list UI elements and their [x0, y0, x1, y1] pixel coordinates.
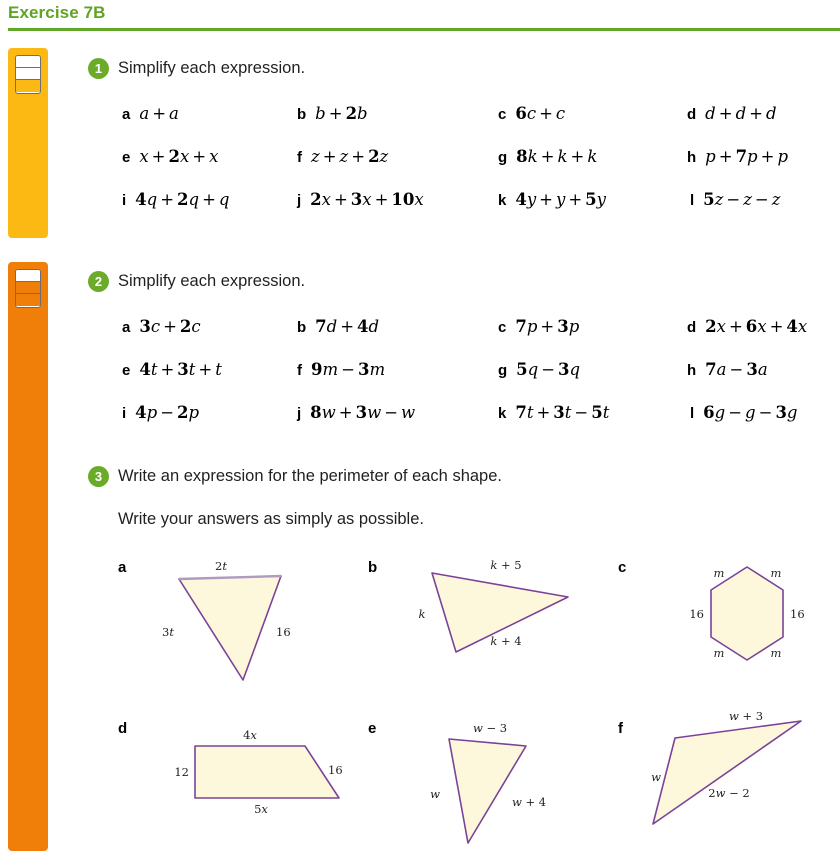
n: 3	[350, 190, 363, 209]
expr-2k	[498, 403, 609, 423]
n: 4	[135, 190, 147, 209]
v: z	[743, 190, 752, 209]
shape-3c-label-left: 16	[689, 607, 704, 621]
expr-2i	[122, 403, 199, 423]
op: +	[338, 403, 353, 422]
expr-math	[139, 317, 200, 336]
v: a	[716, 360, 727, 379]
n: 3	[557, 317, 569, 336]
shape-3a-label-left: 3t	[162, 625, 174, 639]
v: t	[215, 360, 222, 379]
op: +	[760, 147, 775, 166]
op: −	[341, 360, 355, 379]
expr-2d	[687, 317, 807, 337]
op: +	[718, 147, 733, 166]
v: b	[315, 104, 326, 123]
v: q	[218, 190, 230, 209]
n: 4	[515, 190, 527, 209]
n: 7	[315, 317, 327, 336]
n: 3	[177, 360, 189, 379]
op: +	[151, 147, 166, 166]
v: c	[150, 317, 161, 336]
expr-2b	[297, 317, 379, 337]
expr-math	[705, 317, 807, 336]
expr-math	[310, 403, 415, 422]
expr-letter: i	[122, 405, 127, 422]
shape-3e-label-top: w − 3	[472, 721, 508, 735]
difficulty-stack-icon	[15, 269, 41, 308]
v: p	[747, 147, 758, 166]
expr-letter: b	[297, 106, 307, 123]
v: a	[169, 104, 179, 123]
v: x	[139, 147, 149, 166]
op: +	[163, 317, 177, 336]
v: y	[596, 190, 606, 209]
exercise-header	[0, 0, 840, 30]
expr-math	[311, 360, 385, 379]
v: g	[786, 403, 798, 422]
shape-letter-c: c	[618, 559, 627, 576]
shape-3c-figure	[646, 552, 836, 672]
expr-letter: l	[690, 405, 695, 422]
n: 4	[139, 360, 151, 379]
shape-letter-f: f	[618, 720, 623, 737]
v: x	[797, 317, 808, 336]
op: +	[192, 147, 207, 166]
expr-math	[515, 190, 606, 209]
expr-1h	[687, 147, 788, 167]
question-1-number: 1	[88, 58, 109, 79]
n: 2	[177, 190, 189, 209]
v: x	[179, 147, 190, 166]
op: +	[322, 147, 337, 166]
v: w	[367, 403, 382, 422]
v: x	[414, 190, 424, 209]
expr-letter: d	[687, 319, 697, 336]
question-3-stem: Write an expression for the perimeter of each shape.	[118, 467, 502, 485]
n: 6	[703, 403, 715, 422]
expr-1e	[122, 147, 218, 167]
n: 5	[591, 403, 603, 422]
expr-letter: g	[498, 362, 508, 379]
question-2-stem: Simplify each expression.	[118, 272, 306, 290]
difficulty-bar-question-1	[8, 48, 48, 238]
n: 3	[357, 360, 370, 379]
expr-letter: h	[687, 362, 697, 379]
n: 4	[357, 317, 369, 336]
shape-3f-label-diagonal: 2w − 2	[708, 786, 750, 800]
v: t	[150, 360, 158, 379]
n: 2	[368, 147, 380, 166]
shape-3d-label-top: 4x	[243, 728, 257, 742]
shape-3e-label-left: w	[430, 787, 440, 801]
n: 7	[515, 317, 527, 336]
expr-letter: f	[297, 362, 302, 379]
op: +	[351, 147, 366, 166]
expr-math	[135, 403, 199, 422]
expr-letter: j	[297, 192, 302, 209]
op: +	[539, 104, 553, 123]
v: t	[526, 403, 534, 422]
v: g	[745, 403, 756, 422]
v: d	[765, 104, 777, 123]
op: −	[384, 403, 399, 422]
op: −	[726, 190, 741, 209]
n: 2	[310, 190, 322, 209]
expr-1f	[297, 147, 388, 167]
op: +	[160, 360, 175, 379]
v: z	[379, 147, 389, 166]
op: +	[152, 104, 167, 123]
shape-3d-figure	[148, 712, 358, 832]
difficulty-cell-filled	[16, 294, 40, 306]
shape-3d-label-left: 12	[174, 765, 189, 779]
expr-math	[515, 317, 579, 336]
op: +	[769, 317, 784, 336]
expr-math	[139, 360, 222, 379]
op: +	[374, 190, 389, 209]
expr-letter: e	[122, 149, 131, 166]
v: p	[526, 317, 538, 336]
v: t	[602, 403, 610, 422]
v: p	[568, 317, 580, 336]
difficulty-cell	[16, 56, 40, 68]
expr-2l	[690, 403, 797, 423]
shape-3a-label-right: 16	[276, 625, 291, 639]
trapezium-polygon	[195, 746, 339, 798]
expr-math	[705, 104, 776, 123]
n: 7	[705, 360, 717, 379]
expr-math	[135, 190, 229, 209]
difficulty-stack-icon	[15, 55, 41, 94]
v: z	[311, 147, 320, 166]
expr-math	[516, 147, 597, 166]
v: d	[368, 317, 380, 336]
expr-1i	[122, 190, 229, 210]
shape-3f-figure	[636, 705, 840, 851]
v: p	[705, 147, 716, 166]
op: +	[540, 147, 555, 166]
v: k	[527, 147, 538, 166]
expr-1g	[498, 147, 597, 167]
expr-letter: a	[122, 319, 131, 336]
v: q	[527, 360, 539, 379]
expr-1c	[498, 104, 565, 124]
shape-3f-label-top: w + 3	[728, 709, 764, 723]
shape-letter-e: e	[368, 720, 377, 737]
expr-letter: k	[498, 192, 507, 209]
shape-3c-label-bottom-right: m	[770, 646, 782, 660]
n: 5	[703, 190, 715, 209]
v: x	[362, 190, 372, 209]
shape-3e-figure	[396, 712, 586, 851]
shape-3b-label-bottom: k + 4	[490, 634, 522, 648]
expr-1l	[690, 190, 780, 210]
op: +	[570, 147, 585, 166]
question-2-number: 2	[88, 271, 109, 292]
shape-3c-label-top-right: m	[770, 566, 782, 580]
v: c	[526, 104, 537, 123]
v: g	[714, 403, 726, 422]
expr-letter: h	[687, 149, 697, 166]
v: w	[321, 403, 336, 422]
op: −	[574, 403, 589, 422]
expr-1a	[122, 104, 179, 124]
n: 8	[310, 403, 322, 422]
shape-3c-label-top-left: m	[713, 566, 725, 580]
v: q	[146, 190, 158, 209]
expr-2j	[297, 403, 415, 423]
op: +	[749, 104, 763, 123]
n: 3	[558, 360, 570, 379]
v: x	[209, 147, 219, 166]
triangle-polygon	[653, 721, 801, 824]
expr-2g	[498, 360, 580, 380]
op: −	[541, 360, 556, 379]
expr-math	[703, 403, 797, 422]
shape-letter-d: d	[118, 720, 128, 737]
v: x	[757, 317, 767, 336]
op: +	[540, 317, 555, 336]
v: a	[139, 104, 150, 123]
v: b	[357, 104, 368, 123]
op: +	[536, 403, 551, 422]
op: +	[198, 360, 213, 379]
v: z	[714, 190, 724, 209]
expr-letter: l	[690, 192, 695, 209]
v: w	[401, 403, 416, 422]
v: m	[322, 360, 339, 379]
triangle-polygon	[179, 576, 281, 680]
triangle-polygon	[449, 739, 526, 843]
shape-letter-a: a	[118, 559, 127, 576]
n: 3	[553, 403, 565, 422]
expr-letter: k	[498, 405, 507, 422]
v: m	[369, 360, 386, 379]
v: t	[564, 403, 572, 422]
page-title: Exercise 7B	[8, 3, 106, 22]
header-divider	[8, 28, 840, 31]
n: 2	[177, 403, 189, 422]
op: −	[754, 190, 769, 209]
v: d	[705, 104, 716, 123]
difficulty-cell-filled	[16, 80, 40, 92]
op: +	[539, 190, 553, 209]
expr-letter: j	[297, 405, 302, 422]
n: 3	[355, 403, 368, 422]
v: x	[321, 190, 331, 209]
shape-3a-label-top: 2t	[215, 559, 227, 573]
v: c	[555, 104, 566, 123]
v: q	[569, 360, 581, 379]
expr-math	[315, 104, 367, 123]
op: +	[202, 190, 216, 209]
v: y	[526, 190, 537, 209]
n: 2	[179, 317, 192, 336]
n: 8	[516, 147, 528, 166]
v: z	[339, 147, 349, 166]
expr-2c	[498, 317, 579, 337]
v: k	[587, 147, 598, 166]
question-3-stem-line2: Write your answers as simply as possible.	[118, 510, 424, 528]
question-3-number: 3	[88, 466, 109, 487]
shape-3c-label-right: 16	[790, 607, 805, 621]
op: +	[728, 317, 743, 336]
op: −	[160, 403, 175, 422]
question-1-stem: Simplify each expression.	[118, 59, 306, 77]
op: −	[758, 403, 773, 422]
shape-3f-label-left: w	[651, 770, 661, 784]
expr-letter: g	[498, 149, 508, 166]
v: p	[188, 403, 200, 422]
expr-letter: e	[122, 362, 131, 379]
expr-math	[139, 104, 179, 123]
expr-math	[705, 147, 788, 166]
v: c	[191, 317, 201, 336]
op: +	[160, 190, 175, 209]
v: y	[555, 190, 566, 209]
v: t	[188, 360, 196, 379]
difficulty-bar-question-2	[8, 262, 48, 851]
expr-math	[515, 104, 565, 123]
v: d	[326, 317, 338, 336]
v: x	[716, 317, 726, 336]
op: −	[729, 360, 744, 379]
shape-3b-label-left: k	[418, 607, 426, 621]
shape-3d-label-bottom: 5x	[254, 802, 268, 816]
expr-2a	[122, 317, 201, 337]
expr-math	[516, 360, 580, 379]
expr-2e	[122, 360, 222, 380]
expr-letter: c	[498, 319, 507, 336]
n: 3	[139, 317, 151, 336]
expr-1k	[498, 190, 606, 210]
shape-3a-figure	[148, 552, 328, 692]
shape-3b-label-top: k + 5	[490, 558, 522, 572]
expr-math	[705, 360, 767, 379]
n: 6	[515, 104, 527, 123]
op: +	[333, 190, 348, 209]
v: d	[735, 104, 747, 123]
expr-2h	[687, 360, 768, 380]
n: 9	[311, 360, 323, 379]
expr-math	[139, 147, 218, 166]
n: 5	[585, 190, 597, 209]
expr-math	[515, 403, 609, 422]
expr-letter: a	[122, 106, 131, 123]
n: 5	[516, 360, 528, 379]
shape-3e-label-right: w + 4	[512, 795, 547, 809]
shape-letter-b: b	[368, 559, 378, 576]
op: +	[328, 104, 343, 123]
n: 2	[705, 317, 717, 336]
expr-letter: c	[498, 106, 507, 123]
n: 7	[515, 403, 527, 422]
difficulty-cell	[16, 68, 40, 80]
expr-1j	[297, 190, 424, 210]
n: 3	[746, 360, 758, 379]
n: 6	[745, 317, 758, 336]
expr-letter: d	[687, 106, 697, 123]
n: 2	[345, 104, 358, 123]
shape-3d-label-right: 16	[328, 763, 343, 777]
expr-letter: f	[297, 149, 302, 166]
v: z	[771, 190, 781, 209]
n: 3	[775, 403, 787, 422]
n: 7	[735, 147, 748, 166]
n: 4	[135, 403, 147, 422]
expr-math	[311, 147, 388, 166]
n: 2	[168, 147, 180, 166]
op: +	[568, 190, 583, 209]
expr-letter: b	[297, 319, 307, 336]
shape-3c-label-bottom-left: m	[713, 646, 725, 660]
v: p	[777, 147, 788, 166]
expr-2f	[297, 360, 385, 380]
expr-letter: i	[122, 192, 127, 209]
op: −	[728, 403, 743, 422]
expr-1d	[687, 104, 777, 124]
n: 4	[786, 317, 798, 336]
expr-math	[315, 317, 379, 336]
expr-1b	[297, 104, 368, 124]
op: +	[340, 317, 355, 336]
v: p	[146, 403, 158, 422]
v: q	[188, 190, 200, 209]
n: 10	[391, 190, 415, 209]
expr-math	[703, 190, 780, 209]
difficulty-cell	[16, 270, 40, 282]
difficulty-cell-filled	[16, 282, 40, 294]
expr-math	[310, 190, 424, 209]
shape-3b-figure	[396, 552, 596, 672]
op: +	[718, 104, 733, 123]
v: k	[557, 147, 568, 166]
v: a	[757, 360, 768, 379]
